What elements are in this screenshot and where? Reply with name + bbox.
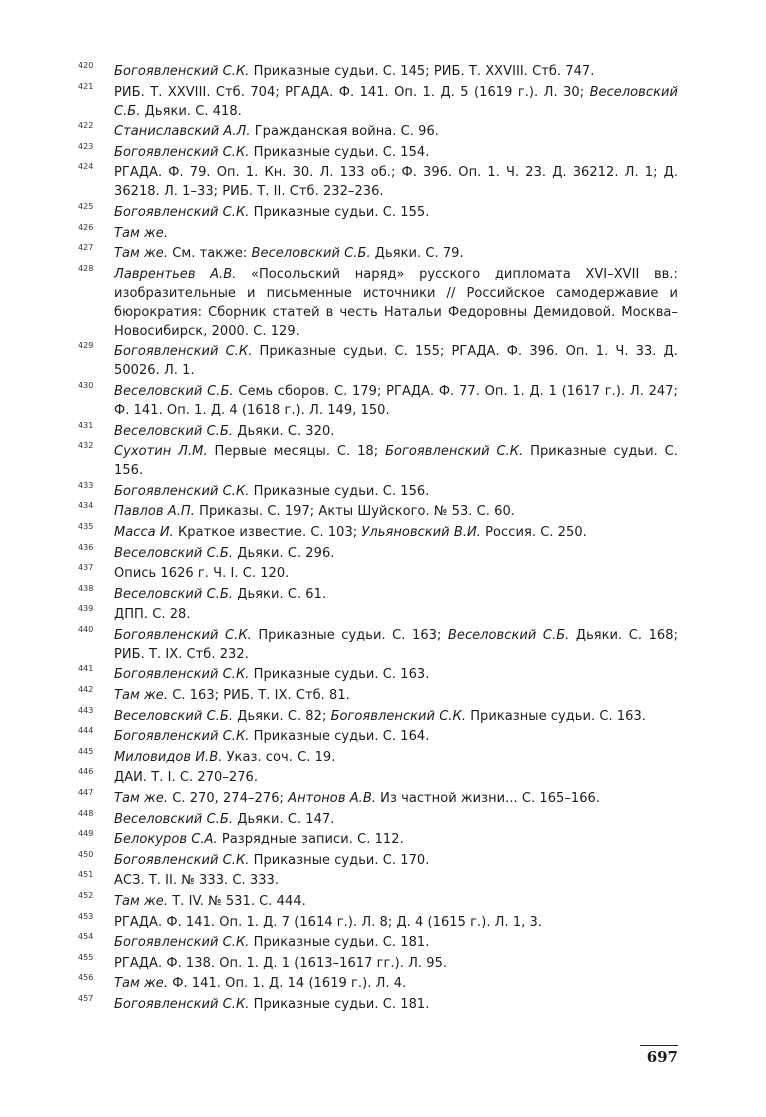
footnote-text: РГАДА. Ф. 141. Оп. 1. Д. 7 (1614 г.). Л. 8; Д. 4 (1615 г.). Л. 1, 3. <box>114 914 543 930</box>
footnote-text: Приказные судьи. С. 181. <box>249 996 430 1012</box>
footnote-text: РИБ. Т. XXVIII. Стб. 704; РГАДА. Ф. 141. Оп. 1. Д. 5 (1619 г.). Л. 30; <box>114 84 590 100</box>
footnote-text: АСЗ. Т. II. № 333. С. 333. <box>114 873 280 889</box>
footnote-entry <box>78 502 678 521</box>
footnote-text: С. 270, 274–276; <box>168 791 289 807</box>
footnote-entry <box>78 748 678 767</box>
footnote-text: Семь сборов. С. 179; РГАДА. Ф. 77. Оп. 1. Д. 1 (1617 г.). Л. 247; Ф. 141. Оп. 1. Д. 4 (1618 г.). Л. 149, 150. <box>114 383 678 418</box>
footnote-text: Приказы. С. 197; Акты Шуйского. № 53. С. 60. <box>194 504 515 520</box>
footnote-author: Веселовский С.Б. <box>114 586 234 602</box>
footnote-text: ДПП. С. 28. <box>114 607 191 623</box>
footnote-author: Веселовский С.Б. <box>114 811 234 827</box>
footnote-number: 420 <box>78 61 94 70</box>
footnote-entry <box>78 482 678 501</box>
footnote-author: Ульяновский В.И. <box>361 524 481 540</box>
footnote-author: Веселовский С.Б. <box>114 423 234 439</box>
footnote-entry <box>78 442 678 480</box>
footnote-text: Дьяки. С. 168; РИБ. Т. IX. Стб. 232. <box>114 627 678 662</box>
footnote-entry <box>78 995 678 1014</box>
footnote-author: Миловидов И.В. <box>114 749 223 765</box>
footnote-text: Дьяки. С. 79. <box>370 246 464 262</box>
footnote-author: Богоявленский С.К. <box>385 444 524 460</box>
footnote-number: 427 <box>78 243 94 253</box>
footnote-entry <box>78 523 678 542</box>
footnote-text: См. также: <box>168 246 252 262</box>
footnote-text: РГАДА. Ф. 79. Оп. 1. Кн. 30. Л. 133 об.; Ф. 396. Оп. 1. Ч. 23. Д. 36212. Л. 1; Д. 36218. Л. 1–33; РИБ. Т. II. Стб. 232–236. <box>114 165 678 200</box>
footnote-number: 437 <box>78 563 94 573</box>
footnote-text: Россия. С. 250. <box>480 524 587 540</box>
footnote-text: Опись 1626 г. Ч. I. С. 120. <box>114 566 290 582</box>
footnote-author: Там же. <box>114 246 169 262</box>
footnote-entry <box>78 62 678 81</box>
footnote-number: 451 <box>78 870 94 880</box>
footnote-text: Указ. соч. С. 19. <box>222 749 336 765</box>
footnote-entry <box>78 143 678 162</box>
footnote-number: 450 <box>78 849 94 859</box>
footnote-text: РГАДА. Ф. 138. Оп. 1. Д. 1 (1613–1617 гг.). Л. 95. <box>114 955 448 971</box>
footnote-text: Приказные судьи. С. 156. <box>249 483 430 499</box>
footnote-author: Веселовский С.Б. <box>114 383 234 399</box>
footnote-number: 430 <box>78 380 94 390</box>
footnote-entry <box>78 342 678 380</box>
footnote-entry <box>78 564 678 583</box>
footnote-text: Дьяки. С. 147. <box>233 811 335 827</box>
page-number-rule <box>640 1045 678 1046</box>
footnote-entry <box>78 244 678 263</box>
footnote-text: Приказные судьи. С. 156. <box>114 444 678 479</box>
footnote-author: Веселовский С.Б. <box>114 84 678 119</box>
footnote-number: 457 <box>78 993 94 1003</box>
footnote-text: Приказные судьи. С. 154. <box>249 144 430 160</box>
footnote-number: 426 <box>78 222 94 232</box>
footnote-entry <box>78 224 678 243</box>
footnote-author: Богоявленский С.К. <box>114 483 250 499</box>
page-number: 697 <box>646 1048 678 1066</box>
footnote-entry <box>78 974 678 993</box>
footnote-entry <box>78 163 678 201</box>
footnote-entry <box>78 768 678 787</box>
footnote-number: 438 <box>78 583 94 593</box>
footnote-author: Белокуров С.А. <box>114 832 218 848</box>
footnote-entry <box>78 789 678 808</box>
footnote-number: 445 <box>78 746 94 756</box>
footnote-author: Там же. <box>114 894 169 909</box>
footnote-number: 442 <box>78 685 94 695</box>
footnote-entry <box>78 265 678 341</box>
footnote-number: 425 <box>78 201 94 211</box>
footnote-entry <box>78 585 678 604</box>
footnote-number: 434 <box>78 501 94 511</box>
footnote-author: Веселовский С.Б. <box>114 708 234 724</box>
footnote-entry <box>78 954 678 973</box>
footnote-author: Веселовский С.Б. <box>447 627 570 643</box>
footnote-number: 446 <box>78 767 94 777</box>
footnote-number: 433 <box>78 480 94 490</box>
footnote-number: 453 <box>78 911 94 921</box>
footnote-text: Гражданская война. С. 96. <box>250 124 439 140</box>
footnote-number: 447 <box>78 788 94 798</box>
footnote-text: Приказные судьи. С. 181. <box>249 935 430 951</box>
footnote-number: 422 <box>78 121 94 131</box>
footnote-author: Павлов А.П. <box>114 504 195 520</box>
footnotes-list <box>78 62 678 1016</box>
footnote-entry <box>78 727 678 746</box>
footnote-author: Там же. <box>114 688 169 704</box>
footnote-author: Богоявленский С.К. <box>114 204 250 220</box>
footnote-text: Т. IV. № 531. С. 444. <box>168 894 306 909</box>
footnote-entry <box>78 83 678 121</box>
footnote-author: Там же. <box>114 791 169 807</box>
footnote-text: Приказные судьи. С. 164. <box>249 729 430 745</box>
footnote-text: Приказные судьи. С. 155. <box>249 204 430 220</box>
footnote-number: 455 <box>78 952 94 962</box>
footnote-number: 421 <box>78 81 94 91</box>
footnote-text: Дьяки. С. 320. <box>233 423 335 439</box>
footnote-text: Первые месяцы. С. 18; <box>207 444 386 460</box>
footnote-author: Богоявленский С.К. <box>114 667 250 683</box>
footnote-author: Антонов А.В. <box>288 791 376 807</box>
footnote-entry <box>78 382 678 420</box>
footnote-entry <box>78 665 678 684</box>
footnote-number: 448 <box>78 808 94 818</box>
footnote-number: 439 <box>78 604 94 614</box>
footnote-author: Богоявленский С.К. <box>114 144 250 160</box>
footnote-number: 444 <box>78 726 94 736</box>
footnote-author: Станиславский А.Л. <box>114 124 251 140</box>
footnote-text: «Посольский наряд» русского дипломата XVI–XVII вв.: изобразительные и письменные источники // Российское самодержавие и бюрократия: Сборник статей в честь Натальи Федоровны Демидовой. Москва–Новосибирск, 2000. С. 129. <box>114 266 678 339</box>
footnote-text: Дьяки. С. 61. <box>233 586 327 602</box>
footnote-author: Богоявленский С.К. <box>114 935 250 951</box>
footnote-entry <box>78 913 678 932</box>
footnote-entry <box>78 830 678 849</box>
footnote-entry <box>78 892 678 911</box>
footnote-entry <box>78 810 678 829</box>
footnote-text: С. 163; РИБ. Т. IX. Стб. 81. <box>168 688 350 704</box>
footnote-number: 456 <box>78 973 94 983</box>
footnote-entry <box>78 871 678 890</box>
footnote-author: Веселовский С.Б. <box>114 545 234 561</box>
footnote-author: Богоявленский С.К. <box>114 64 250 79</box>
footnote-number: 435 <box>78 521 94 531</box>
footnote-number: 431 <box>78 420 94 430</box>
footnote-entry <box>78 933 678 952</box>
footnote-number: 429 <box>78 341 94 351</box>
footnote-author: Богоявленский С.К. <box>114 729 250 745</box>
footnote-entry <box>78 851 678 870</box>
footnote-author: Там же. <box>114 225 169 241</box>
footnote-author: Богоявленский С.К. <box>114 996 250 1012</box>
footnote-author: Веселовский С.Б. <box>251 246 371 262</box>
footnote-entry <box>78 707 678 726</box>
footnote-entry <box>78 605 678 624</box>
footnote-entry <box>78 686 678 705</box>
footnote-author: Богоявленский С.К. <box>114 627 252 643</box>
footnote-number: 424 <box>78 162 94 172</box>
footnote-author: Лаврентьев А.В. <box>114 266 237 282</box>
footnote-text: Ф. 141. Оп. 1. Д. 14 (1619 г.). Л. 4. <box>168 976 407 992</box>
footnote-entry <box>78 544 678 563</box>
footnote-number: 449 <box>78 829 94 839</box>
footnote-text: Дьяки. С. 82; <box>233 708 331 724</box>
footnote-number: 440 <box>78 624 94 634</box>
footnote-number: 432 <box>78 441 94 451</box>
footnote-text: Приказные судьи. С. 163. <box>249 667 430 683</box>
footnote-entry <box>78 422 678 441</box>
footnote-text: Дьяки. С. 418. <box>140 103 242 119</box>
footnote-text: Разрядные записи. С. 112. <box>217 832 404 848</box>
footnote-text: Приказные судьи. С. 163. <box>466 708 646 724</box>
footnote-number: 428 <box>78 263 94 273</box>
footnote-text: Из частной жизни... С. 165–166. <box>375 791 601 807</box>
footnote-text: Приказные судьи. С. 145; РИБ. Т. XXVIII. Стб. 747. <box>249 64 595 79</box>
footnote-number: 441 <box>78 664 94 674</box>
footnote-text: Приказные судьи. С. 155; РГАДА. Ф. 396. Оп. 1. Ч. 33. Д. 50026. Л. 1. <box>114 344 678 379</box>
footnote-entry <box>78 626 678 664</box>
footnote-author: Богоявленский С.К. <box>114 852 250 868</box>
footnote-text: ДАИ. Т. I. С. 270–276. <box>114 770 259 786</box>
footnote-text: Дьяки. С. 296. <box>233 545 335 561</box>
footnote-number: 452 <box>78 891 94 900</box>
footnote-author: Сухотин Л.М. <box>114 444 208 460</box>
footnote-author: Богоявленский С.К. <box>114 344 253 360</box>
footnote-text: Приказные судьи. С. 170. <box>249 852 430 868</box>
footnote-number: 436 <box>78 542 94 552</box>
footnote-text: Приказные судьи. С. 163; <box>251 627 448 643</box>
footnote-number: 423 <box>78 141 94 151</box>
footnote-author: Богоявленский С.К. <box>330 708 467 724</box>
footnote-number: 454 <box>78 932 94 942</box>
footnote-number: 443 <box>78 705 94 715</box>
footnote-entry <box>78 203 678 222</box>
footnote-entry <box>78 122 678 141</box>
footnote-author: Масса И. <box>114 524 174 540</box>
footnote-text: Краткое известие. С. 103; <box>173 524 362 540</box>
footnote-author: Там же. <box>114 976 169 992</box>
